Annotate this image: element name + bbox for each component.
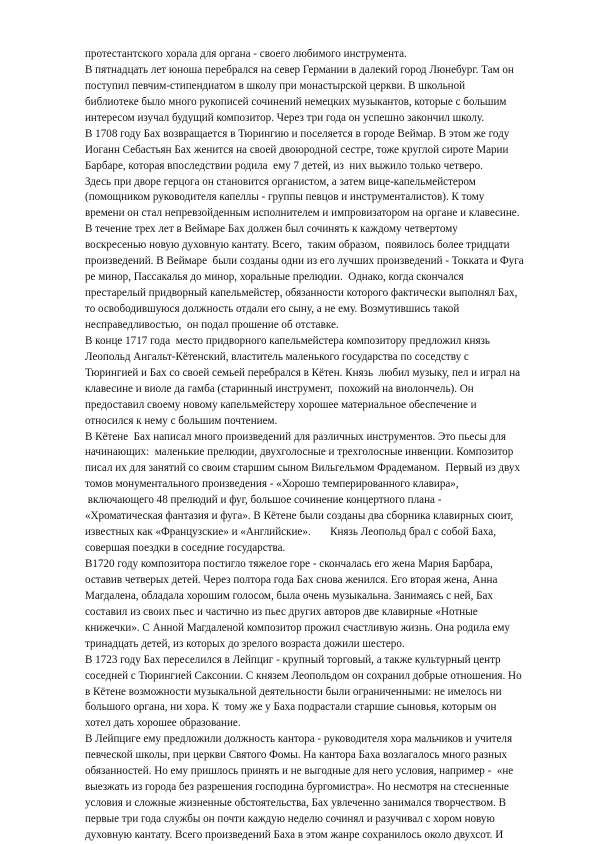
text-line: соседней с Тюрингией Саксонии. С князем Леопольдом он сохранил добрые отношения. Но (85, 669, 522, 682)
text-line: Барбаре, которая впоследствии родила ему 7 детей, из них выжило только четверо. (85, 159, 483, 172)
text-line: несправедливостью, он подал прошение об отставке. (85, 318, 339, 331)
text-line: большого органа, ни хора. К тому же у Баха подрастали старшие сыновья, которым он (85, 701, 497, 714)
text-line: начинающих: маленькие прелюдии, двухголосные и трехголосные инвенции. Композитор (85, 446, 514, 459)
text-line: В пятнадцать лет юноша перебрался на север Германии в далекий город Люнебург. Там он (85, 63, 514, 76)
text-line: совершая поездки в соседние государства. (85, 542, 286, 555)
text-line: (помощником руководителя капеллы - группы певцов и инструменталистов). К тому (85, 191, 485, 204)
text-line: В конце 1717 года место придворного капельмейстера композитору предложил князь (85, 334, 490, 347)
text-line: включающего 48 прелюдий и фуг, большое сочинение концертного плана - (85, 494, 442, 507)
text-line: времени он стал непревзойденным исполнителем и импровизатором на органе и клавесине. (85, 207, 520, 220)
text-line: Тюрингией и Бах со своей семьей перебрался в Кётен. Князь любил музыку, пел и играл на (85, 366, 521, 379)
text-line: выезжать из города без разрешения господина бургомистра». Но несмотря на стесненные (85, 781, 509, 794)
text-line: В 1723 году Бах переселился в Лейпциг - крупный торговый, а также культурный центр (85, 653, 501, 666)
text-line: интересом изучал будущий композитор. Через три года он успешно закончил школу. (85, 111, 485, 124)
text-line: составил из своих пьес и частично из пьес других авторов две клавирные «Нотные (85, 605, 478, 618)
text-line: воскресенью новую духовную кантату. Всего, таким образом, появилось более тридцати (85, 239, 510, 252)
text-line: условия и сложные жизненные обстоятельства, Бах увлеченно занимался творчеством. В (85, 797, 507, 810)
text-line: ре минор, Пассакалья до минор, хоральные прелюдии. Однако, когда скончался (85, 271, 464, 284)
text-line: В Лейпциге ему предложили должность кантора - руководителя хора мальчиков и учителя (85, 733, 513, 746)
text-line: относился к нему с большим почтением. (85, 414, 278, 427)
text-line: поступил певчим-стипендиатом в школу при монастырской церкви. В школьной (85, 79, 466, 92)
text-line: то освободившуюся должность отдали его сыну, а не ему. Возмутившись такой (85, 303, 460, 315)
text-line: клавесине и виоле да гамба (старинный инструмент, похожий на виолончель). Он (85, 382, 474, 395)
text-line: престарелый придворный капельмейстер, обязанности которого фактически выполнял Бах, (85, 287, 518, 300)
text-line: протестантского хорала для органа - своего любимого инструмента. (85, 48, 407, 60)
text-line: Иоганн Себастьян Бах женится на своей двоюродной сестре, тоже круглой сироте Марии (85, 143, 509, 156)
text-line: оставив четверых детей. Через полтора года Бах снова женился. Его вторая жена, Анна (85, 573, 498, 586)
text-line: книжечки». С Анной Магдаленой композитор прожил счастливую жизнь. Она родила ему (85, 621, 510, 634)
text-line: библиотеке было много рукописей сочинений немецких музыкантов, которые с большим (85, 95, 507, 108)
text-line: «Хроматическая фантазия и фуга». В Кётене были созданы два сборника клавирных сюит, (85, 510, 514, 523)
text-line: обязанностей. Но ему пришлось принять и не выгодные для него условия, например - «не (85, 765, 514, 778)
text-line: Магдалена, обладала хорошим голосом, была очень музыкальна. Занимаясь с ней, Бах (85, 589, 493, 602)
text-line: тринадцать детей, из которых до зрелого возраста дожили шестеро. (85, 637, 405, 650)
text-line: хотел дать хорошее образование. (85, 717, 241, 730)
text-line: Леопольд Ангальт-Кётенский, властитель маленького государства по соседству с (85, 350, 469, 363)
text-line: известных как «Французские» и «Английские». Князь Леопольд брал с собой Баха, (85, 526, 496, 539)
text-line: произведений. В Веймаре были созданы одни из его лучших произведений - Токката и Фуга (85, 255, 524, 268)
text-line: Здесь при дворе герцога он становится органистом, а затем вице-капельмейстером (85, 175, 476, 188)
text-line: томов монументального произведения - «Хорошо темперированного клавира», (85, 478, 459, 491)
text-line: первые три года службы он почти каждую неделю сочинял и разучивал с хором новую (85, 813, 495, 825)
text-line: духовную кантату. Всего произведений Баха в этом жанре сохранилось около двухсот. И (85, 828, 504, 841)
text-line: певческой школы, при церкви Святого Фомы. На кантора Баха возлагалось много разных (85, 749, 508, 762)
text-line: В Кётене Бах написал много произведений для различных инструментов. Это пьесы для (85, 430, 506, 443)
document-body-text (85, 47, 545, 844)
text-line: В течение трех лет в Веймаре Бах должен был сочинять к каждому четвертому (85, 223, 458, 236)
text-line: В 1708 году Бах возвращается в Тюрингию и поселяется в городе Веймар. В этом же году (85, 127, 510, 140)
text-line: предоставил своему новому капельмейстеру хорошее материальное обеспечение и (85, 398, 477, 411)
text-line: в Кётене возможности музыкальной деятельности были ограниченными: не имелось ни (85, 685, 502, 698)
text-line: В1720 году композитора постигло тяжелое горе - скончалась его жена Мария Барбара, (85, 558, 493, 570)
text-line: писал их для занятий со своим старшим сыном Вильгельмом Фрадеманом. Первый из двух (85, 462, 520, 475)
